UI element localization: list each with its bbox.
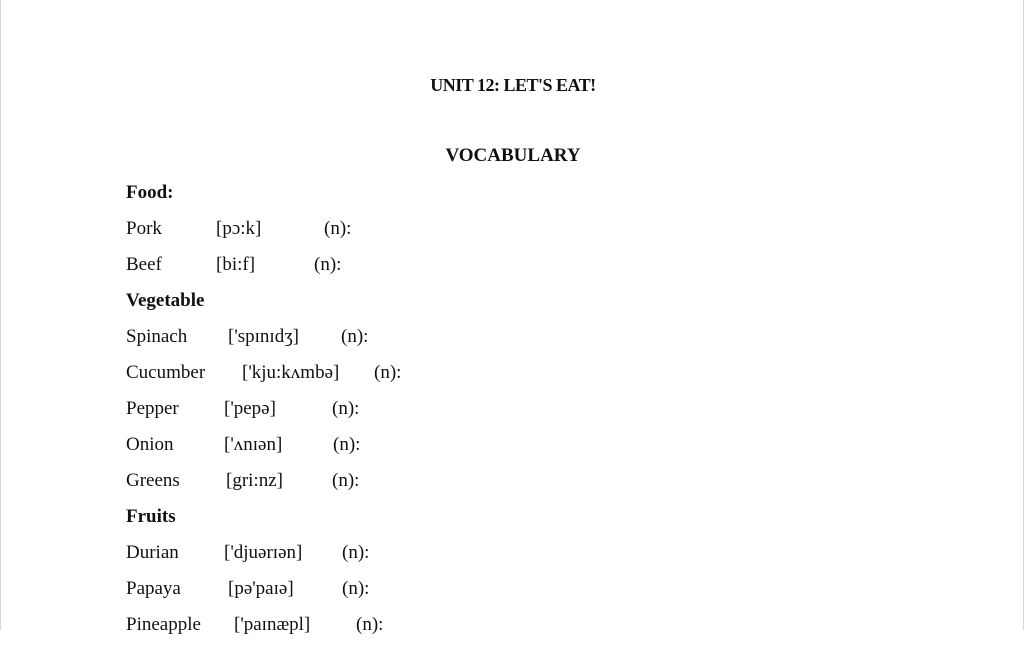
vocab-ipa: ['ʌnɪən] xyxy=(224,434,283,455)
vocab-pos: (n): xyxy=(342,578,370,599)
vocab-word: Onion xyxy=(126,434,174,455)
vocab-pos: (n): xyxy=(342,542,370,563)
vocab-pos: (n): xyxy=(333,434,361,455)
vocab-row xyxy=(126,432,361,468)
vocab-row xyxy=(126,576,370,612)
vocabulary-list xyxy=(126,180,402,648)
vocab-row xyxy=(126,252,342,288)
vocab-word: Pepper xyxy=(126,398,179,419)
vocab-ipa: ['kju:kʌmbə] xyxy=(242,362,340,383)
vocab-ipa: [gri:nz] xyxy=(226,470,283,491)
vocab-word: Papaya xyxy=(126,578,181,599)
vocab-word: Durian xyxy=(126,542,179,563)
unit-title: UNIT 12: LET'S EAT! xyxy=(430,75,596,95)
vocab-word: Spinach xyxy=(126,326,188,347)
vocab-row xyxy=(126,216,352,252)
vocab-pos: (n): xyxy=(356,614,384,635)
vocab-row xyxy=(126,540,370,576)
vocab-pos: (n): xyxy=(332,398,360,419)
section-heading-fruits: Fruits xyxy=(126,506,176,527)
section-heading-food: Food: xyxy=(126,182,174,203)
vocab-ipa: [pə'paɪə] xyxy=(228,578,294,599)
vocab-ipa: ['paɪnæpl] xyxy=(234,614,311,635)
vocab-word: Greens xyxy=(126,470,180,491)
vocab-ipa: [bi:f] xyxy=(216,254,256,275)
vocab-row xyxy=(126,324,369,360)
vocab-pos: (n): xyxy=(341,326,369,347)
vocab-pos: (n): xyxy=(314,254,342,275)
vocab-row xyxy=(126,360,402,396)
vocab-word: Pineapple xyxy=(126,614,201,635)
vocab-word: Pork xyxy=(126,218,162,239)
vocab-pos: (n): xyxy=(374,362,402,383)
vocab-pos: (n): xyxy=(324,218,352,239)
vocabulary-heading: VOCABULARY xyxy=(445,145,581,166)
vocab-ipa: [pɔ:k] xyxy=(216,218,262,239)
vocab-ipa: ['djuərɪən] xyxy=(224,542,303,563)
vocab-row xyxy=(126,612,384,648)
section-heading-vegetable: Vegetable xyxy=(126,290,205,311)
vocab-ipa: ['pepə] xyxy=(224,398,276,419)
vocab-pos: (n): xyxy=(332,470,360,491)
vocab-row xyxy=(126,396,360,432)
vocab-row xyxy=(126,468,360,504)
vocab-word: Cucumber xyxy=(126,362,206,383)
vocab-word: Beef xyxy=(126,254,162,275)
vocab-ipa: ['spɪnɪdʒ] xyxy=(228,326,299,347)
